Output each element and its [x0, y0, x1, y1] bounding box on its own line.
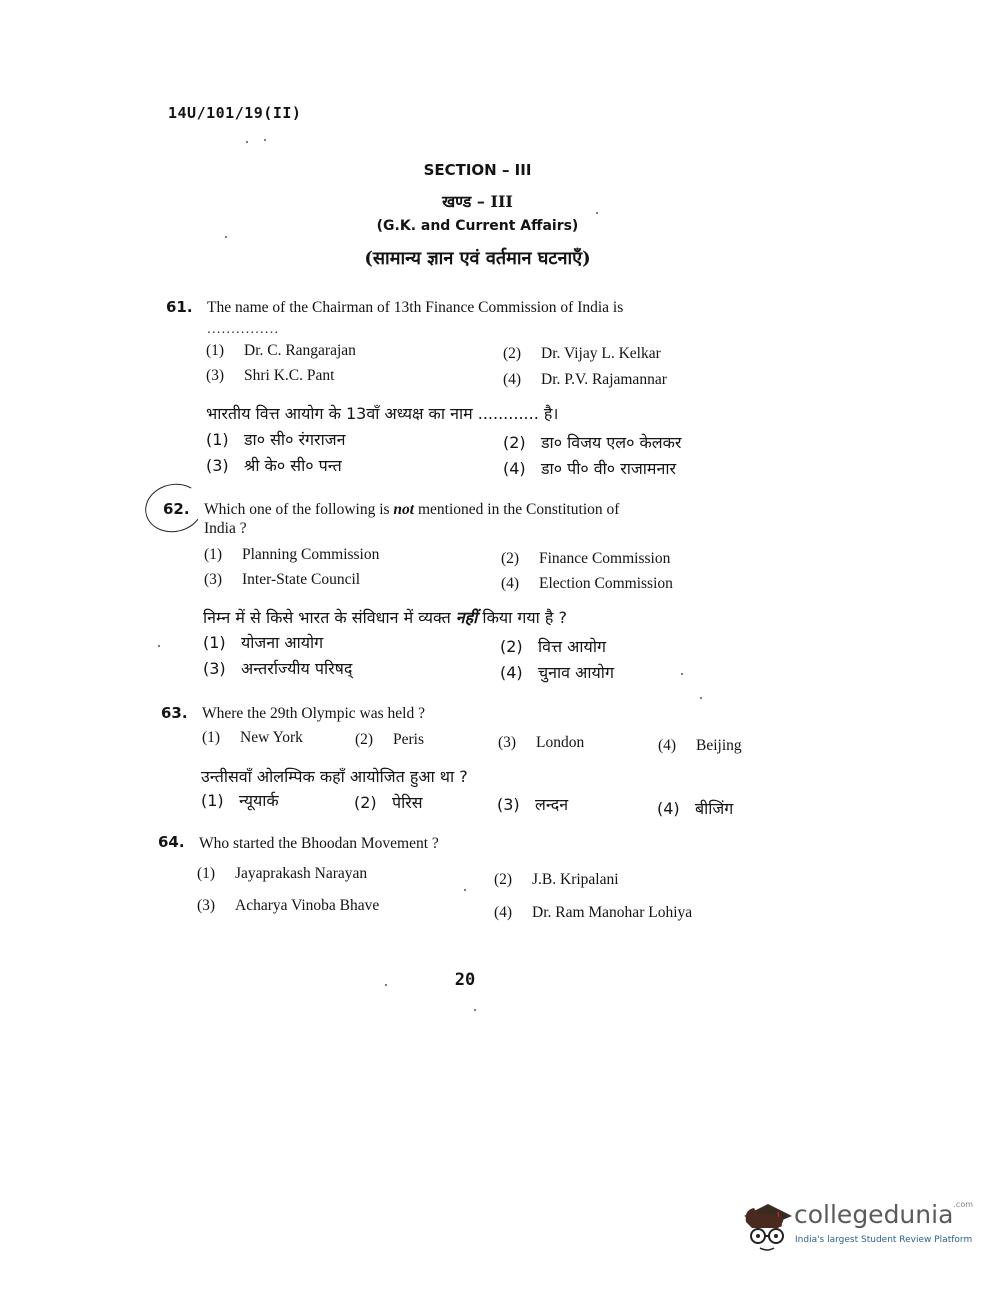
paper-code: 14U/101/19(II): [168, 104, 302, 122]
option: [206, 454, 342, 476]
page-number: 20: [454, 970, 476, 990]
option-number: (3): [498, 734, 517, 751]
option: [201, 789, 279, 811]
option-number: (2): [494, 871, 513, 888]
scan-speck: [246, 141, 248, 143]
option: [500, 635, 606, 657]
question-text-en: [204, 500, 619, 519]
question-number: 62.: [163, 500, 190, 518]
option: [206, 367, 334, 385]
scan-speck: [225, 236, 227, 238]
option-number: (3): [206, 367, 225, 384]
option-number: (4): [658, 737, 677, 754]
option-number: (3): [197, 897, 216, 914]
section-title-en: SECTION – III: [423, 161, 532, 179]
option-text: Dr. C. Rangarajan: [244, 342, 356, 359]
question-text-hi: भारतीय वित्त आयोग के 13वाँ अध्यक्ष का नाम ............ है।: [206, 404, 559, 423]
option-text: Finance Commission: [539, 550, 671, 567]
option-text: श्री के० सी० पन्त: [244, 456, 342, 475]
option-text: योजना आयोग: [241, 633, 324, 652]
question-text-en-line2: India ?: [204, 520, 247, 537]
option-text: पेरिस: [392, 793, 423, 812]
option-text: वित्त आयोग: [538, 637, 606, 656]
option-text: Inter-State Council: [242, 571, 361, 588]
option-number: (2): [503, 433, 526, 452]
scan-speck: [681, 673, 683, 675]
option-text: Dr. Ram Manohar Lohiya: [532, 904, 693, 921]
option-text: Dr. Vijay L. Kelkar: [541, 345, 661, 362]
option-text: Peris: [393, 731, 424, 748]
brand-name: [794, 1200, 973, 1229]
question-text-part: किया गया है ?: [482, 608, 567, 627]
option: [354, 791, 423, 813]
option: [501, 575, 673, 593]
section-title-hi: खण्ड – III: [442, 192, 513, 211]
option-text: न्यूयार्क: [239, 791, 279, 810]
option-text: Acharya Vinoba Bhave: [235, 897, 380, 914]
option-text: चुनाव आयोग: [538, 663, 614, 682]
option-number: (1): [203, 633, 226, 652]
option-number: (3): [497, 795, 520, 814]
scan-speck: [596, 212, 598, 214]
option-number: (1): [201, 791, 224, 810]
scan-speck: [158, 645, 160, 647]
option-number: (2): [503, 345, 522, 362]
scan-speck: [700, 697, 702, 699]
option: [501, 550, 670, 568]
option: [355, 731, 424, 749]
option: [497, 793, 568, 815]
option-number: (4): [503, 459, 526, 478]
option: [202, 729, 303, 747]
question-text-part: निम्न में से किसे भारत के संविधान में व्यक्त: [203, 608, 451, 627]
option: [203, 657, 352, 679]
option: [657, 797, 733, 819]
option-number: (1): [206, 342, 225, 359]
option: [494, 871, 619, 889]
option-number: (4): [494, 904, 513, 921]
option: [503, 431, 681, 453]
option-text: London: [536, 734, 585, 751]
option-number: (3): [206, 456, 229, 475]
option: [206, 342, 356, 360]
option: [503, 345, 661, 363]
option: [206, 428, 345, 450]
option-text: Election Commission: [539, 575, 673, 592]
option: [204, 571, 360, 589]
question-number: 64.: [158, 833, 185, 851]
collegedunia-logo: [738, 1196, 974, 1258]
scan-speck: [385, 984, 387, 986]
option-text: Shri K.C. Pant: [244, 367, 335, 384]
question-text-hi: उन्तीसवाँ ओलम्पिक कहाँ आयोजित हुआ था ?: [201, 767, 468, 786]
scan-speck: [264, 139, 266, 141]
option-text: Jayaprakash Narayan: [235, 865, 368, 882]
option: [500, 661, 614, 683]
question-number: 61.: [166, 298, 193, 316]
option-number: (2): [501, 550, 520, 567]
option: [494, 904, 692, 922]
question-text-en: Where the 29th Olympic was held ?: [202, 705, 425, 722]
question-number: 63.: [161, 704, 188, 722]
brand-tagline: India's largest Student Review Platform: [795, 1235, 973, 1245]
emphasis-not: not: [393, 501, 415, 518]
answer-blank: ...............: [207, 322, 280, 336]
section-subtitle-hi: (सामान्य ज्ञान एवं वर्तमान घटनाएँ): [364, 248, 591, 269]
emphasis-nahin: नहीं: [455, 608, 478, 627]
option-number: (1): [197, 865, 216, 882]
option: [658, 737, 742, 755]
section-subtitle-en: (G.K. and Current Affairs): [376, 218, 579, 234]
option-number: (1): [202, 729, 221, 746]
option-number: (2): [355, 731, 374, 748]
option-text: बीजिंग: [695, 799, 734, 818]
question-text-en: Who started the Bhoodan Movement ?: [199, 835, 439, 852]
scan-speck: [464, 889, 466, 891]
brand-text: collegedunia: [794, 1200, 954, 1229]
question-text-en: The name of the Chairman of 13th Finance Commission of India is: [207, 299, 624, 316]
option: [204, 546, 379, 564]
option-number: (2): [354, 793, 377, 812]
question-text-part: mentioned in the Constitution of: [417, 501, 620, 518]
option-text: J.B. Kripalani: [532, 871, 619, 888]
option-number: (4): [501, 575, 520, 592]
option-number: (1): [206, 430, 229, 449]
brand-suffix: .com: [953, 1200, 974, 1209]
option-text: Dr. P.V. Rajamannar: [541, 371, 667, 388]
option: [498, 734, 584, 752]
option-text: Planning Commission: [242, 546, 380, 563]
option-number: (4): [503, 371, 522, 388]
option-number: (3): [204, 571, 223, 588]
option-number: (4): [657, 799, 680, 818]
option: [203, 631, 323, 653]
option-text: New York: [240, 729, 303, 746]
option: [197, 897, 379, 915]
option-text: Beijing: [696, 737, 742, 754]
option-text: डा० विजय एल० केलकर: [541, 433, 682, 452]
option: [197, 865, 367, 883]
option-number: (2): [500, 637, 523, 656]
option: [503, 371, 667, 389]
option-text: डा० पी० वी० राजामनार: [541, 459, 677, 478]
option-text: लन्दन: [535, 795, 569, 814]
question-text-part: Which one of the following is: [204, 501, 390, 518]
option-text: डा० सी० रंगराजन: [244, 430, 346, 449]
option-text: अन्तर्राज्यीय परिषद्: [241, 659, 353, 678]
option-number: (1): [204, 546, 223, 563]
mascot-icon: [738, 1196, 794, 1258]
option-number: (4): [500, 663, 523, 682]
question-text-hi: [203, 606, 567, 628]
option-number: (3): [203, 659, 226, 678]
scan-speck: [474, 1009, 476, 1011]
option: [503, 457, 676, 479]
